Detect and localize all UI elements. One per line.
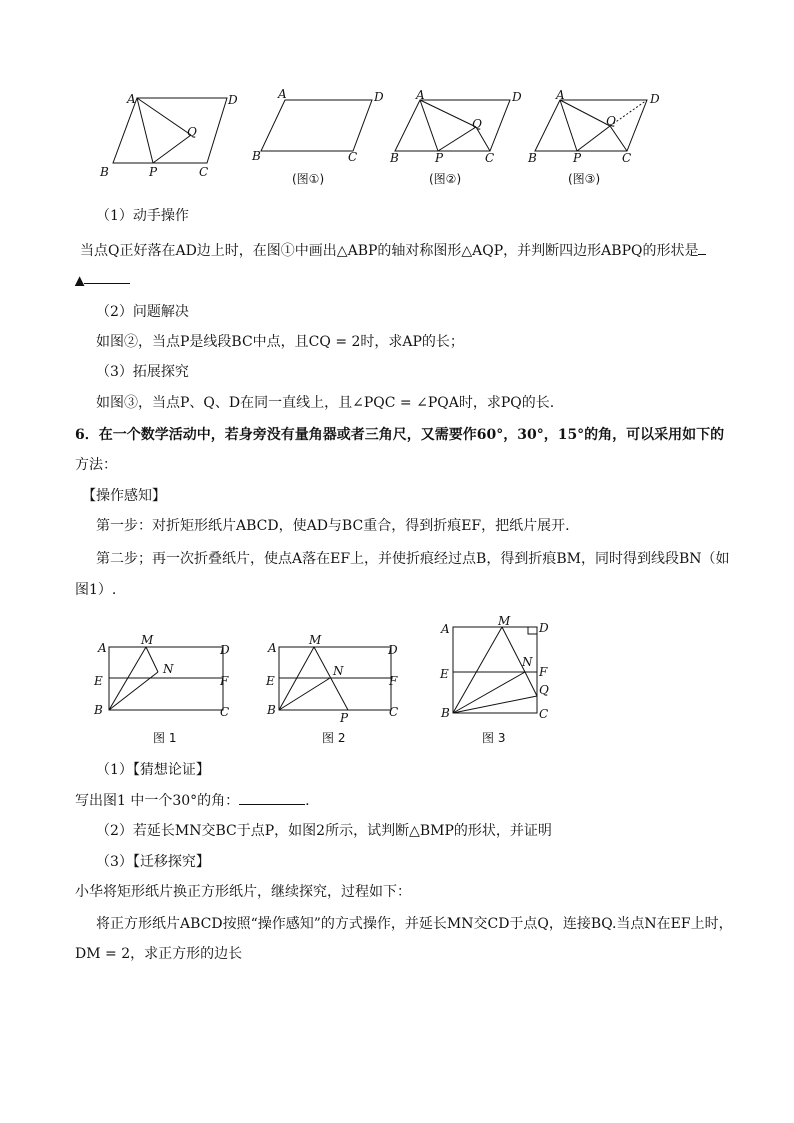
caption-fig1: (图①) xyxy=(292,172,325,186)
label-N: N xyxy=(522,655,533,669)
label-C: C xyxy=(539,707,549,721)
label-D: D xyxy=(650,92,660,106)
figure-parallelogram-3 xyxy=(395,100,510,151)
q6-section-operation: 【操作感知】 xyxy=(82,488,166,504)
label-E: E xyxy=(440,667,449,681)
caption-fig2: (图②) xyxy=(429,172,462,186)
figure-parallelogram-1 xyxy=(113,98,227,163)
label-A: A xyxy=(556,88,565,102)
figure-top-row xyxy=(95,88,675,190)
label-A: A xyxy=(278,88,287,101)
label-Q: Q xyxy=(472,117,482,131)
label-C: C xyxy=(199,165,209,179)
label-F: F xyxy=(220,674,229,688)
label-D: D xyxy=(388,643,398,657)
figure-rect-1 xyxy=(109,647,223,710)
q6-p3-text-b: DM = 2，求正方形的边长 xyxy=(75,946,243,962)
label-Q: Q xyxy=(539,683,549,697)
q6-p3-text-a: 将正方形纸片ABCD按照“操作感知”的方式操作，并延长MN交CD于点Q，连接BQ.当点N在EF上时， xyxy=(96,916,733,932)
label-C: C xyxy=(389,705,399,719)
label-Q: Q xyxy=(187,125,197,139)
label-B: B xyxy=(390,151,399,165)
caption-f1: 图 1 xyxy=(153,731,177,745)
label-C: C xyxy=(485,151,495,165)
label-B: B xyxy=(100,165,109,179)
figure-square-3 xyxy=(453,627,537,713)
q6-step2-a: 第二步；再一次折叠纸片，使点A落在EF上，并使折痕经过点B，得到折痕BM，同时得到线段BN（如 xyxy=(96,551,730,567)
label-E: E xyxy=(94,674,103,688)
label-F: F xyxy=(539,665,548,679)
label-Q: Q xyxy=(606,114,616,128)
label-A: A xyxy=(268,641,277,655)
label-B: B xyxy=(252,149,261,163)
answer-blank xyxy=(239,790,305,805)
caption-fig3: (图③) xyxy=(568,172,601,186)
label-P: P xyxy=(573,151,582,165)
q6-p1-title: （1）【猜想论证】 xyxy=(96,762,210,778)
q6-step2-b: 图1）. xyxy=(75,582,117,598)
label-N: N xyxy=(163,662,174,676)
label-D: D xyxy=(512,90,522,104)
q6-p3-title: （3）【迁移探究】 xyxy=(96,854,210,870)
label-B: B xyxy=(94,703,103,717)
label-P: P xyxy=(340,711,349,725)
label-A: A xyxy=(416,88,425,102)
q6-p3-intro: 小华将矩形纸片换正方形纸片，继续探究，过程如下： xyxy=(75,884,411,900)
q5-part3-title: （3）拓展探究 xyxy=(96,364,189,380)
label-D: D xyxy=(539,621,549,635)
caption-f2: 图 2 xyxy=(322,731,346,745)
label-C: C xyxy=(348,150,358,164)
label-D: D xyxy=(220,643,230,657)
label-D: D xyxy=(374,90,384,104)
label-E: E xyxy=(266,674,275,688)
q6-step1: 第一步：对折矩形纸片ABCD，使AD与BC重合，得到折痕EF，把纸片展开. xyxy=(96,518,570,534)
figure-rect-2 xyxy=(279,647,391,710)
label-M: M xyxy=(141,633,154,647)
label-C: C xyxy=(220,705,230,719)
label-F: F xyxy=(389,674,398,688)
figure-q6-row xyxy=(90,616,560,748)
label-P: P xyxy=(435,151,444,165)
q5-part1-text-a: 当点Q正好落在AD边上时，在图①中画出△ABP的轴对称图形△AQP，并判断四边形ABPQ的形状是 xyxy=(80,243,699,259)
answer-marker: ▲ xyxy=(75,273,85,287)
label-A: A xyxy=(127,92,136,106)
label-B: B xyxy=(441,706,450,720)
q5-part2-title: （2）问题解决 xyxy=(96,304,189,320)
answer-blank xyxy=(84,269,130,284)
label-P: P xyxy=(149,165,158,179)
q5-part1-answer xyxy=(75,269,130,290)
q5-part3-text: 如图③，当点P、Q、D在同一直线上，且∠PQC = ∠PQA时，求PQ的长. xyxy=(96,395,555,411)
q6-intro-a: 6．在一个数学活动中，若身旁没有量角器或者三角尺，又需要作60°，30°，15°的角，可以采用如下的 xyxy=(75,427,725,443)
caption-f3: 图 3 xyxy=(482,731,506,745)
q5-part1-text xyxy=(80,240,706,261)
label-M: M xyxy=(498,616,511,628)
q6-p1-prompt: 写出图1 中一个30°的角： xyxy=(75,793,240,809)
q6-intro-b: 方法： xyxy=(75,457,117,473)
q5-part1-title: （1）动手操作 xyxy=(96,208,189,224)
q6-p2-text: （2）若延长MN交BC于点P，如图2所示，试判断△BMP的形状，并证明 xyxy=(96,823,552,839)
label-C: C xyxy=(622,151,632,165)
figure-parallelogram-4 xyxy=(535,100,647,151)
label-M: M xyxy=(309,633,322,647)
label-A: A xyxy=(98,641,107,655)
label-N: N xyxy=(333,664,344,678)
label-A: A xyxy=(441,622,450,636)
label-B: B xyxy=(267,703,276,717)
answer-blank-start xyxy=(698,240,706,255)
q6-p1-end: . xyxy=(305,793,310,809)
label-B: B xyxy=(528,151,537,165)
q5-part2-text: 如图②，当点P是线段BC中点，且CQ = 2时，求AP的长； xyxy=(96,334,464,350)
q6-p1-text xyxy=(75,790,310,811)
label-D: D xyxy=(228,93,238,107)
figure-parallelogram-2 xyxy=(261,100,372,151)
